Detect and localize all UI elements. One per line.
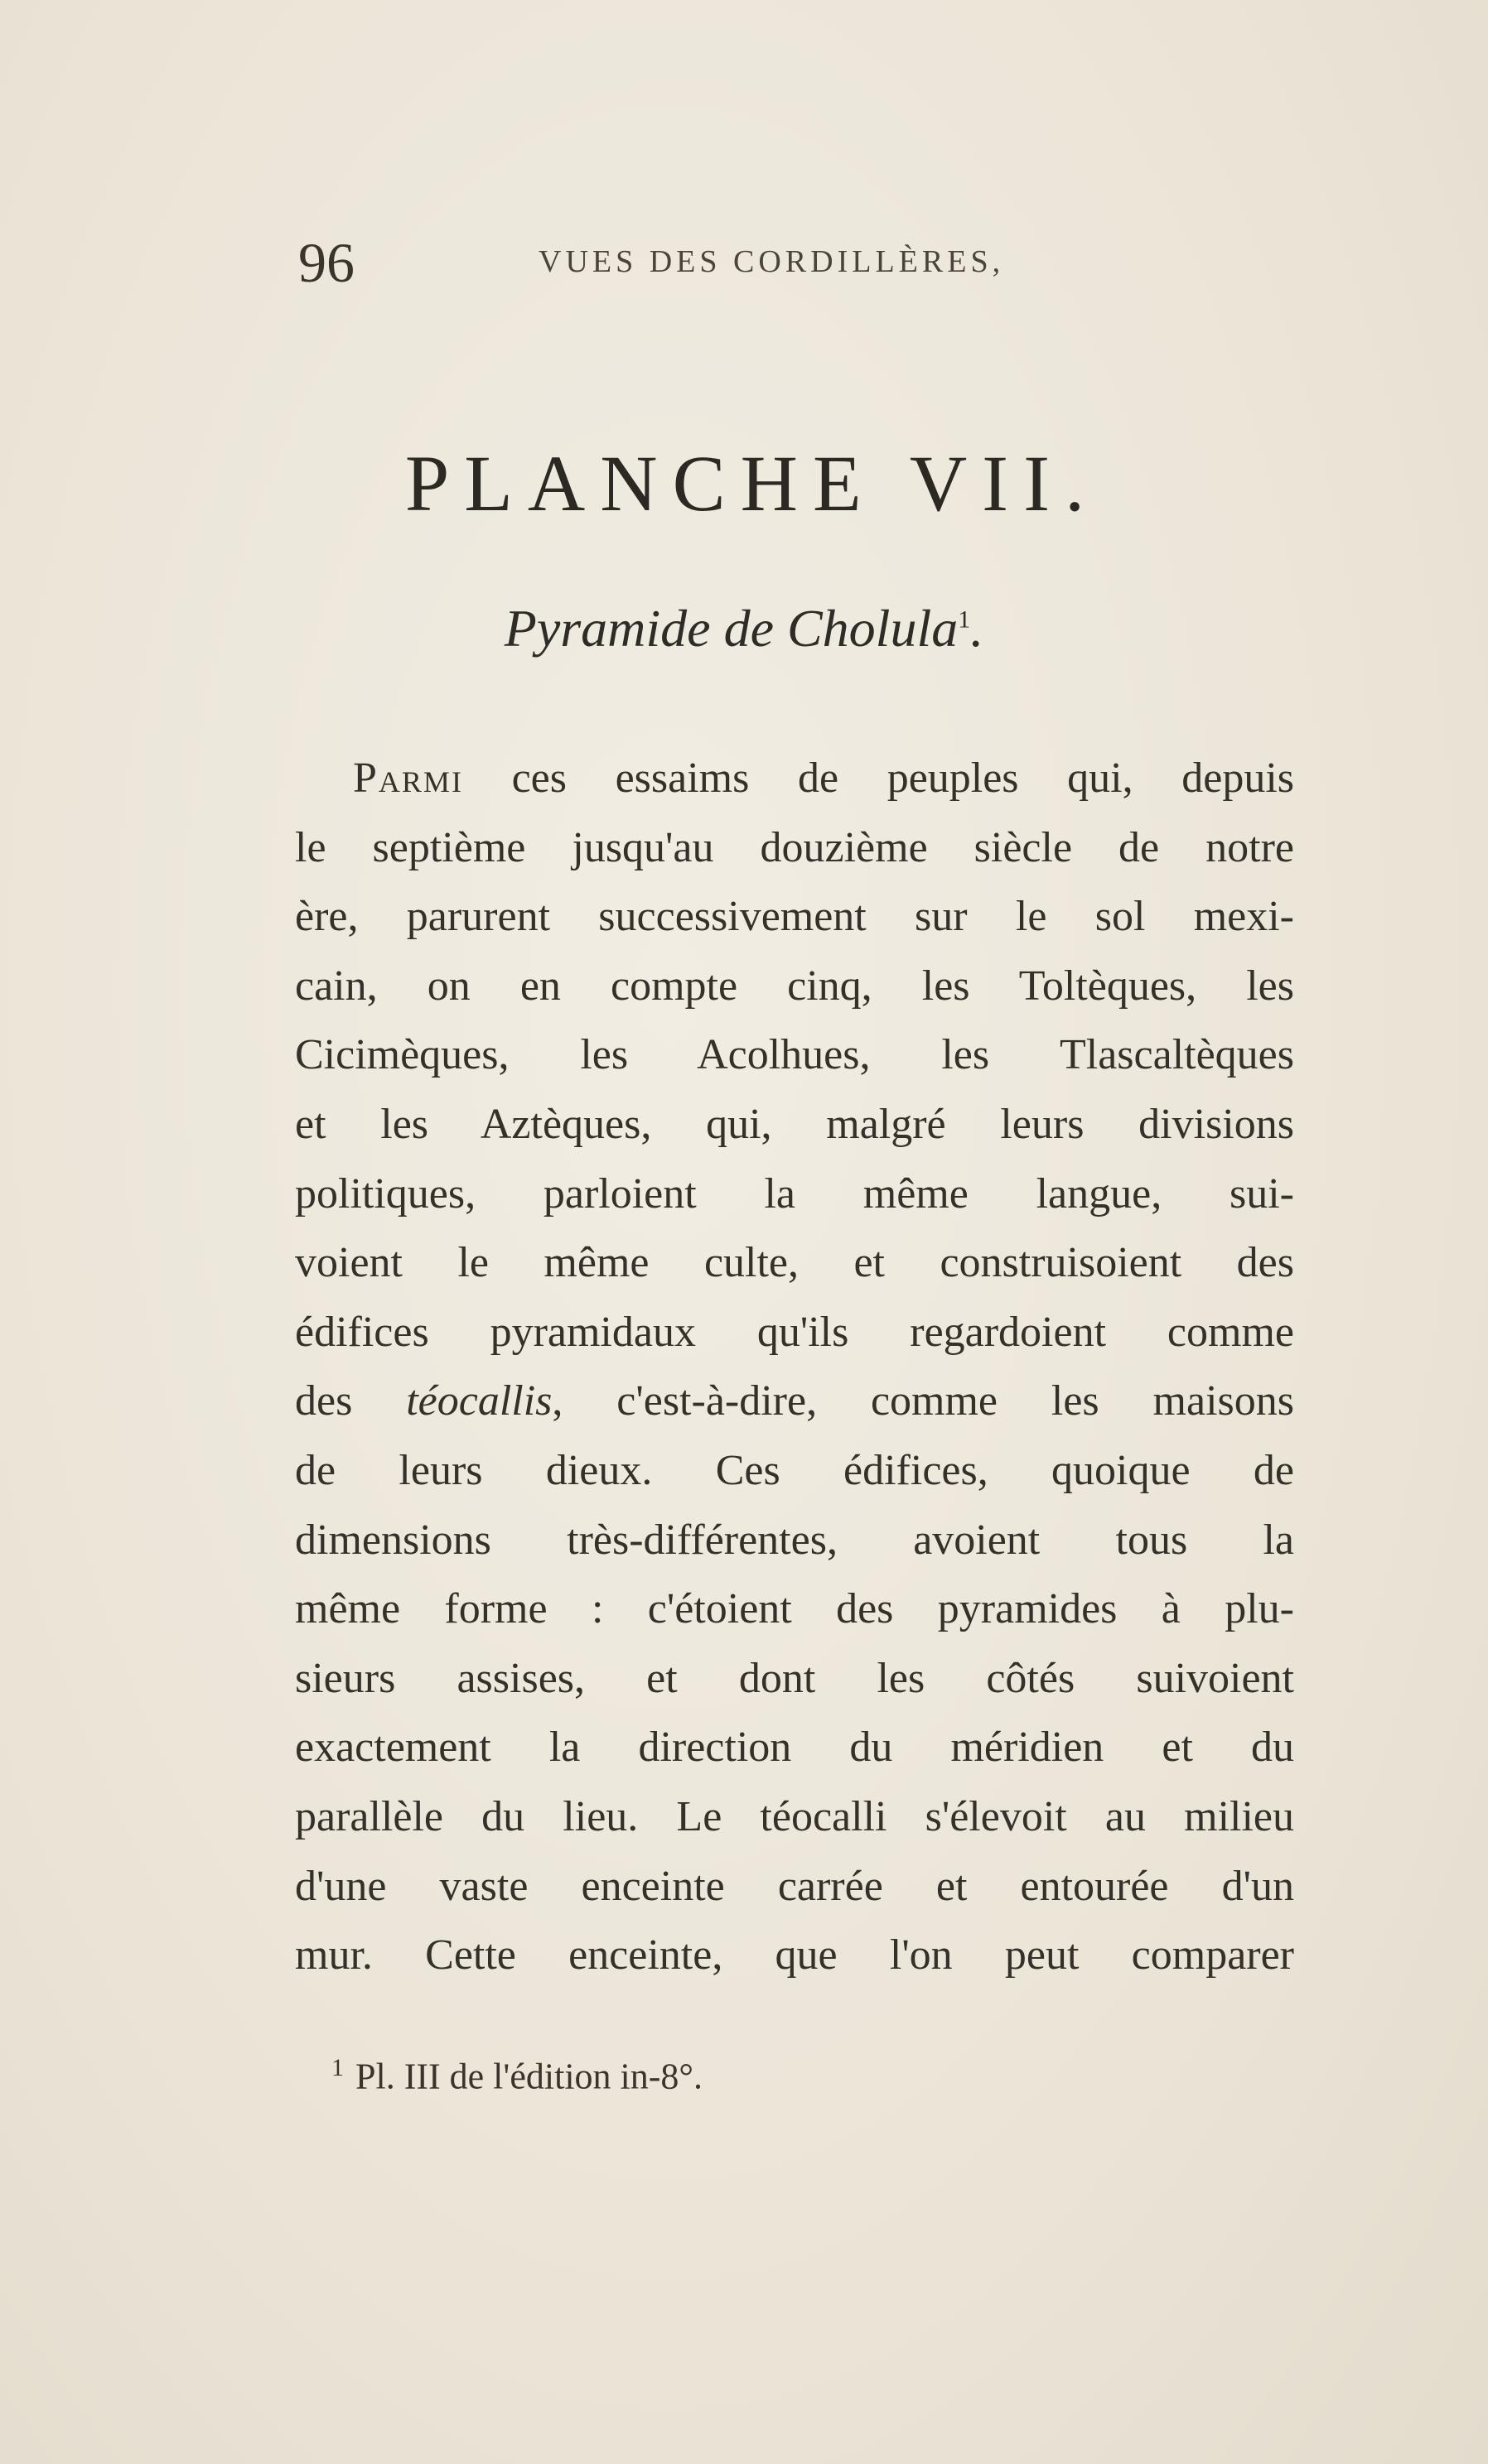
text-line [295, 1367, 1294, 1436]
text-line: exactement la direction du méridien et du [295, 1724, 1294, 1772]
footnote [331, 2054, 703, 2098]
text-line: de leurs dieux. Ces édifices, quoique de [295, 1446, 1294, 1494]
text-line: ère, parurent successivement sur le sol mexi- [295, 893, 1294, 941]
dropcap-word: Parmi [353, 755, 463, 802]
body-paragraph [295, 744, 1294, 1990]
plate-subtitle-text: Pyramide de Cholula [504, 599, 959, 658]
running-head: VUES DES CORDILLÈRES, [539, 244, 1005, 279]
text-line: le septième jusqu'au douzième siècle de notre [295, 823, 1294, 871]
plate-title: PLANCHE VII. [404, 439, 1100, 528]
text-line: parallèle du lieu. Le téocalli s'élevoit au milieu [295, 1792, 1294, 1840]
footnote-reference: 1 [958, 605, 971, 634]
text-line: dimensions très-différentes, avoient tous la [295, 1516, 1294, 1564]
text-line: Cicimèques, les Acolhues, les Tlascaltèques [295, 1031, 1294, 1079]
text-line: voient le même culte, et construisoient des [295, 1239, 1294, 1287]
page-number: 96 [298, 231, 355, 294]
text-line: édifices pyramidaux qu'ils regardoient comme [295, 1308, 1294, 1356]
text-line: mur. Cette enceinte, que l'on peut comparer [295, 1931, 1294, 1979]
text-line: et les Aztèques, qui, malgré leurs divisions [295, 1100, 1294, 1148]
footnote-mark: 1 [331, 2054, 344, 2081]
footnote-text: Pl. III de l'édition in-8°. [355, 2056, 703, 2097]
text-line: cain, on en compte cinq, les Toltèques, les [295, 962, 1294, 1010]
text-line [295, 744, 1294, 813]
text-line: sieurs assises, et dont les côtés suivoient [295, 1654, 1294, 1702]
text-line: même forme : c'étoient des pyramides à plu- [295, 1585, 1294, 1633]
text-line-content: , c'est-à-dire, comme les maisons [552, 1377, 1294, 1425]
text-line-content: ces essaims de peuples qui, depuis [462, 755, 1294, 802]
plate-subtitle: Pyramide de Cholula$^1$. [504, 599, 984, 658]
text-line: politiques, parloient la même langue, sui- [295, 1169, 1294, 1218]
italic-term: téocallis [406, 1377, 553, 1425]
text-line-content: des [295, 1377, 407, 1425]
text-line: d'une vaste enceinte carrée et entourée d'un [295, 1862, 1294, 1910]
